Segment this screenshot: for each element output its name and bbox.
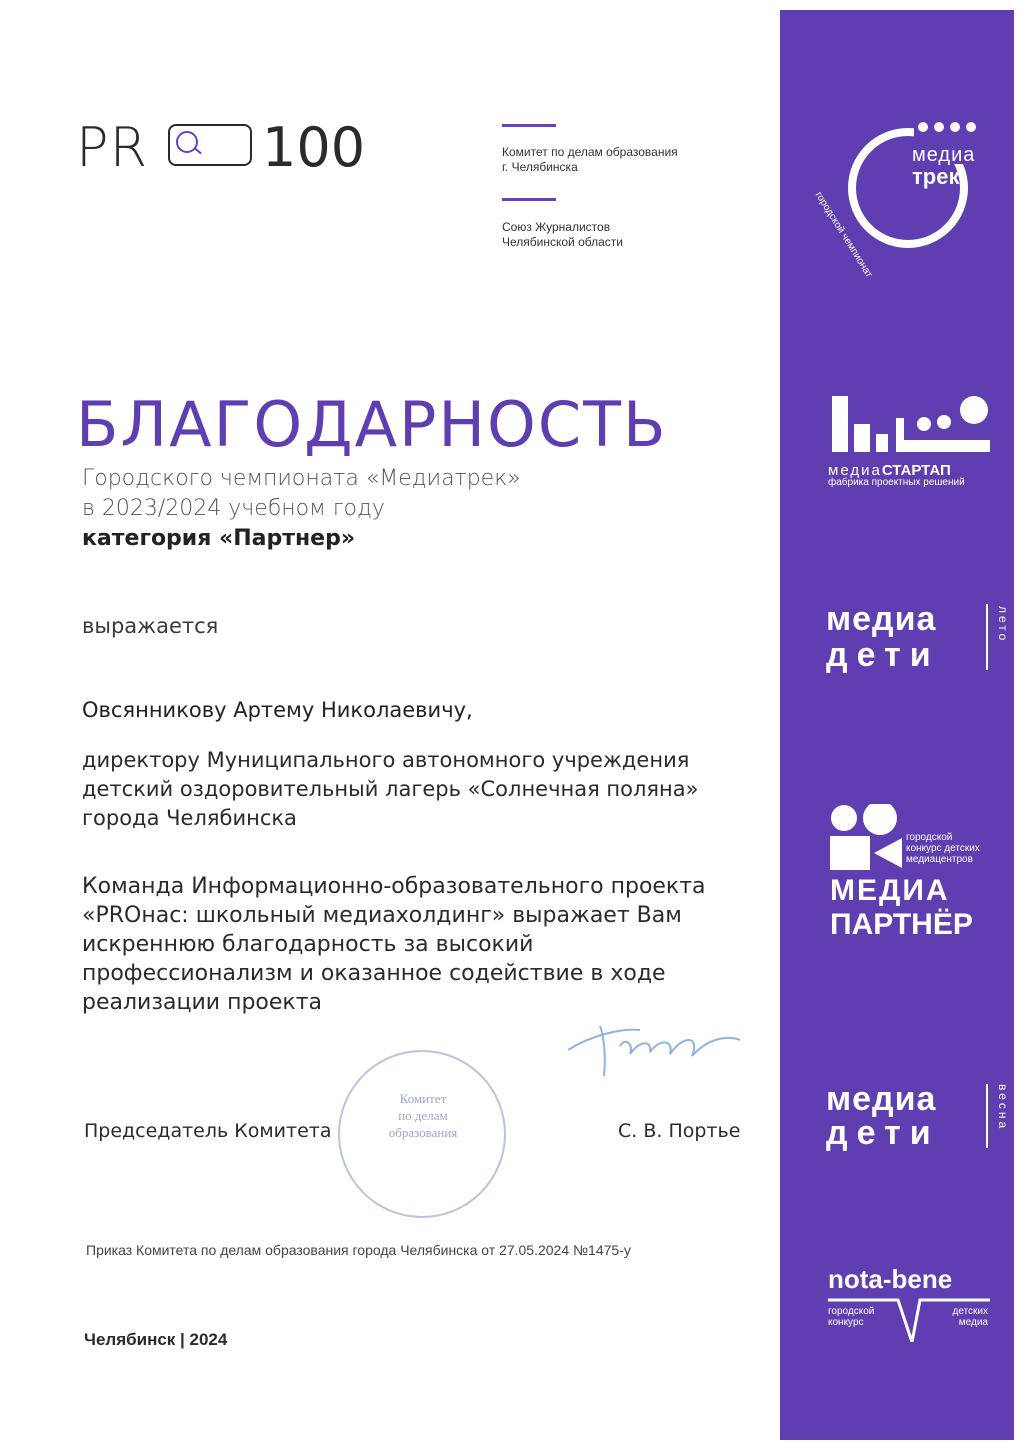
notabene-title: nota-bene <box>828 1264 953 1294</box>
mediapartner-subtitle: городской конкурс детских медиацентров <box>906 832 980 865</box>
org-divider <box>502 124 556 127</box>
notabene-left: городской конкурс <box>828 1306 875 1328</box>
mediapartner-line2: ПАРТНЁР <box>830 908 973 941</box>
mediatrek-trek: трек <box>912 164 960 189</box>
subtitle-line2: в 2023/2024 учебном году <box>82 496 385 521</box>
subtitle-category: категория «Партнер» <box>82 526 356 551</box>
org-divider <box>502 198 556 201</box>
stamp-text: Комитет по делам образования <box>388 1091 458 1140</box>
mediastartup-logo-icon <box>832 396 990 452</box>
mediadeti-spring-top: медиа <box>826 1080 937 1118</box>
dot-icon <box>934 122 944 132</box>
dot-icon <box>950 122 960 132</box>
logo-100-text: 100 <box>262 116 366 179</box>
mediastartup-title: медиаСТАРТАП <box>828 462 951 479</box>
mediadeti-summer-top: медиа <box>826 600 937 638</box>
mediadeti-summer-bottom: дети <box>826 636 940 674</box>
mediatrek-arc-text: городской чемпионат <box>812 190 875 280</box>
mediadeti-divider <box>986 604 988 670</box>
notabene-right: детских медиа <box>952 1306 988 1328</box>
footer-city-year: Челябинск | 2024 <box>84 1330 228 1349</box>
subtitle-line1: Городского чемпионата «Медиатрек» <box>82 466 521 491</box>
recipient-position: директору Муниципального автономного учреждения детский оздоровительный лагерь «Солнечная поляна» города Челябинска <box>82 748 699 830</box>
order-reference: Приказ Комитета по делам образования города Челябинска от 27.05.2024 №1475-у <box>86 1242 631 1258</box>
org-committee: Комитет по делам образования г. Челябинска <box>502 145 678 174</box>
recipient-name: Овсянникову Артему Николаевичу, <box>82 698 473 722</box>
dot-icon <box>918 122 928 132</box>
dot-icon <box>966 122 976 132</box>
document-title: БЛАГОДАРНОСТЬ <box>76 388 668 461</box>
expresses-text: выражается <box>82 614 219 638</box>
mediapartner-line1: МЕДИА <box>830 874 950 907</box>
message-paragraph: Команда Информационно-образовательного проекта «PROнас: школьный медиахолдинг» выражает Вам искреннюю благодарность за высокий профессионализм и оказанное содействие в ходе реализации проекта <box>82 874 706 1015</box>
mediadeti-spring-bottom: дети <box>826 1114 940 1152</box>
signatory-name: С. В. Портье <box>618 1120 741 1142</box>
camera-icon <box>830 804 902 870</box>
magnifier-icon <box>168 124 252 166</box>
mediadeti-divider <box>986 1084 988 1148</box>
signature-icon <box>560 1006 760 1086</box>
mediastartup-subtitle: фабрика проектных решений <box>828 477 965 488</box>
mediadeti-summer-side: лето <box>996 606 1010 644</box>
mediatrek-media: медиа <box>912 144 976 166</box>
org-journalists: Союз Журналистов Челябинской области <box>502 220 623 249</box>
logo-pr-text: PR <box>76 116 149 179</box>
signatory-role: Председатель Комитета <box>84 1120 332 1142</box>
mediadeti-spring-side: весна <box>996 1084 1010 1132</box>
